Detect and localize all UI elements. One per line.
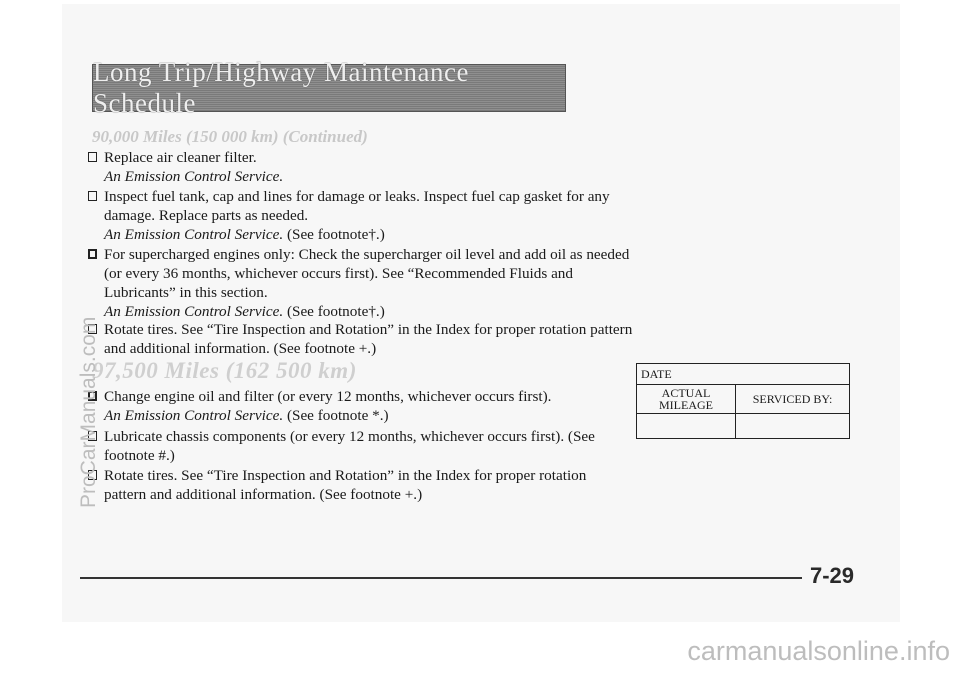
item-text: For supercharged engines only: Check the supercharger oil level and add oil as needed (or every 36 months, whichever occurs first). See “Recommended Fluids and Lubricants” in this section. [104,246,630,301]
item-note: An Emission Control Service. [104,226,284,243]
serviced-by-header: SERVICED BY: [736,385,850,414]
item-note: An Emission Control Service. [104,407,284,424]
item-text: Lubricate chassis components (or every 12 months, whichever occurs first). (See footnote #.) [104,428,595,464]
page-number: 7-29 [810,563,855,588]
item-text: Rotate tires. See “Tire Inspection and Rotation” in the Index for proper rotation pattern and additional information. (See footnote +.) [104,321,633,357]
checklist-item [88,387,604,425]
checkbox[interactable] [88,191,97,201]
checklist-item [88,320,644,358]
item-footnote: (See footnote†.) [283,303,385,320]
item-footnote: (See footnote *.) [283,407,389,424]
bottom-watermark: carmanualsonline.info [687,636,950,666]
date-field[interactable] [637,364,850,385]
checkbox[interactable] [88,152,97,162]
mileage-heading: 97,500 Miles (162 500 km) [92,358,357,383]
checkbox[interactable] [88,249,97,259]
checklist-item [88,427,614,465]
item-text: Change engine oil and filter (or every 12 months, whichever occurs first). [104,388,552,405]
checklist-item [88,187,644,244]
mileage-heading-continued: 90,000 Miles (150 000 km) (Continued) [92,127,368,146]
item-footnote: (See footnote†.) [283,226,385,243]
checklist-item [88,466,624,504]
item-text: Rotate tires. See “Tire Inspection and Rotation” in the Index for proper rotation pattern and additional information. (See footnote +.) [104,467,587,503]
item-text: Inspect fuel tank, cap and lines for damage or leaks. Inspect fuel cap gasket for any damage. Replace parts as needed. [104,188,610,224]
mileage-label-line2: MILEAGE [659,398,713,412]
side-watermark: ProCarManuals.com [77,316,100,508]
service-record-table [636,363,850,439]
date-label: DATE [641,366,672,381]
actual-mileage-field[interactable] [637,414,736,439]
item-note: An Emission Control Service. [104,168,284,185]
checklist-item [88,245,644,321]
checklist-item [88,148,644,186]
banner-title: Long Trip/Highway Maintenance Schedule [93,57,469,118]
mileage-label-line1: ACTUAL [661,386,711,400]
section-banner [92,57,566,118]
footer-rule [80,577,802,579]
item-text: Replace air cleaner filter. [104,149,257,166]
serviced-by-field[interactable] [736,414,850,439]
actual-mileage-header [637,385,736,414]
item-note: An Emission Control Service. [104,303,284,320]
